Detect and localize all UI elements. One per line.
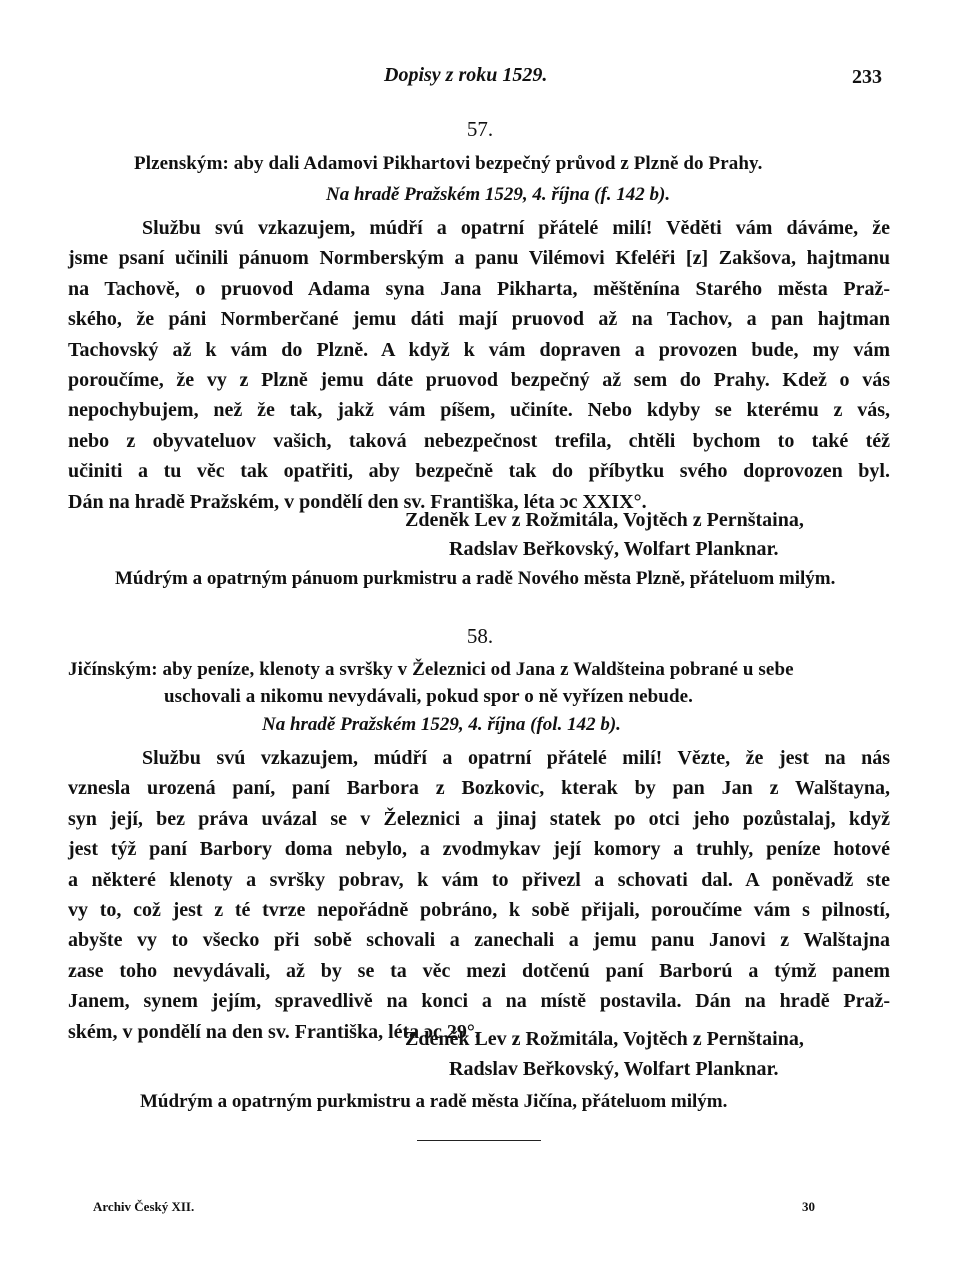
letter-address: Múdrým a opatrným purkmistru a radě města Jičína, přáteluom milým. [140,1091,728,1112]
body-line: vy to, což jest z té tvrze nepořádně pobráno, k sobě přijali, poroučíme vám s pilností, [68,899,890,922]
body-line: Dán na hradě Pražském, v pondělí den sv. Františka, léta ɔc XXIX°. [68,490,647,513]
body-line: Službu svú vzkazujem, múdří a opatrní přátelé milí! Věděti vám dáváme, že [142,217,890,239]
body-line: zase toho nevydávali, až by se ta věc mezi dotčenú paní Barború a týmž panem [68,959,890,982]
letter-body [68,743,890,1047]
body-line: na Tachově, o pruovod Adama syna Jana Pikharta, měštěnína Starého města Praž- [68,277,890,300]
body-line: jsme psaní učinili pánuom Normberským a panu Vilémovi Kfeléři [z] Zakšova, hajtmanu [68,247,890,270]
letter-address: Múdrým a opatrným pánuom purkmistru a radě Nového města Plzně, přáteluom milým. [115,568,836,589]
letter-number: 58. [466,624,494,648]
footer-volume: Archiv Český XII. [93,1199,195,1214]
letter-body [68,213,890,517]
body-line: syn její, bez práva uvázal se v Železnici a jinaj statek po otci jeho pozůstalaj, když [68,807,890,830]
letter-dateline: Na hradě Pražském 1529, 4. října (fol. 142 b). [262,714,621,735]
letter-number: 57. [466,117,494,141]
body-line: jest týž paní Barbory doma nebylo, a zvodmykav její komory a truhly, peníze hotové [68,838,890,861]
body-line: ského, že páni Normberčané jemu dáti mají pruovod až na Tachov, a pan hajtman [68,308,890,331]
signature-line: Zdeněk Lev z Rožmitála, Vojtěch z Pernštaina, [405,509,804,531]
signature-line: Zdeněk Lev z Rožmitála, Vojtěch z Pernštaina, [405,1028,804,1050]
body-line: poroučíme, že vy z Plzně jemu dáte pruovod bezpečný až sem do Prahy. Kdež o vás [68,369,890,392]
body-line: vznesla urozená paní, paní Barbora z Bozkovic, kterak by pan Jan z Walštayna, [68,777,890,800]
body-line: Tachovský až k vám do Plzně. A když k vám dopraven a provozen bude, my vám [68,338,890,361]
running-title: Dopisy z roku 1529. [384,64,548,86]
body-line: učiniti a tu věc tak opatřiti, aby bezpečně tak do příbytku svého doprovozen byl. [68,460,890,483]
body-line: abyšte vy to všecko při sobě schovali a zanechali a jemu panu Janovi z Walštajna [68,929,890,952]
signature-line: Radslav Beřkovský, Wolfart Planknar. [449,1058,779,1080]
letter-subject: Plzenským: aby dali Adamovi Pikhartovi bezpečný průvod z Plzně do Prahy. [134,153,763,174]
signature-line: Radslav Beřkovský, Wolfart Planknar. [449,538,779,560]
body-line: nepochybujem, než že tak, jakž vám píšem, učiníte. Nebo kdyby se kterému z vás, [68,399,890,422]
letter-subject: uschovali a nikomu nevydávali, pokud spor o ně vyřízen nebude. [164,686,693,707]
closing-rule [417,1140,541,1141]
footer-signature-number: 30 [802,1199,815,1214]
letter-dateline: Na hradě Pražském 1529, 4. října (f. 142 b). [326,184,671,205]
body-line: a některé klenoty a svršky pobrav, k vám to přivezl a schovati dal. A poněvadž ste [68,868,890,891]
body-line: nebo z obyvateluov vašich, taková nebezpečnost trefila, chtěli bychom to také též [68,429,890,452]
body-line: ském, v pondělí na den sv. Františka, léta ɔc 29°. [68,1020,480,1043]
page-number: 233 [852,66,882,88]
body-line: Janem, synem jejím, spravedlivě na konci a na místě postavila. Dán na hradě Praž- [68,990,890,1013]
body-line: Službu svú vzkazujem, múdří a opatrní přátelé milí! Vězte, že jest na nás [142,747,890,769]
letter-subject: Jičínským: aby peníze, klenoty a svršky v Železnici od Jana z Waldšteina pobrané u sebe [68,659,794,680]
